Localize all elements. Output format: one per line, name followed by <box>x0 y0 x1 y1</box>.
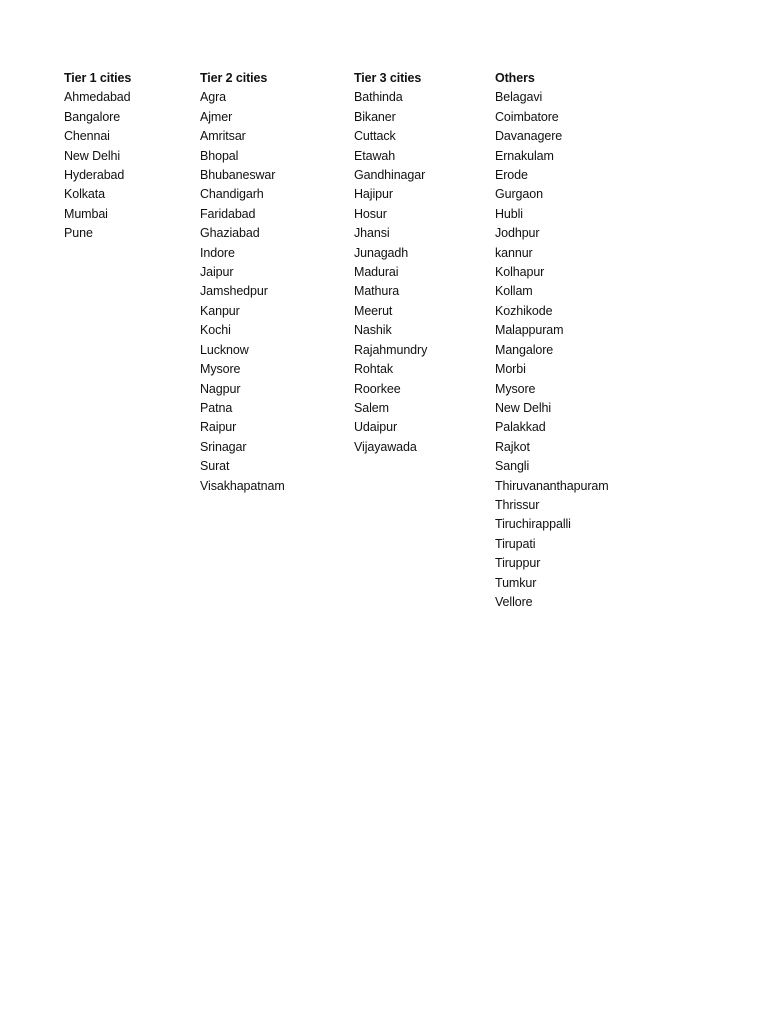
city-list-item: Ahmedabad <box>64 90 131 105</box>
city-list-item: kannur <box>495 245 533 260</box>
column-header: Tier 1 cities <box>64 71 132 85</box>
city-list-item: Surat <box>200 459 230 474</box>
column-header: Tier 3 cities <box>354 71 422 85</box>
city-list-item: Tiruchirappalli <box>495 517 571 532</box>
city-list-item: Bangalore <box>64 109 121 124</box>
city-list-item: Nashik <box>354 323 392 338</box>
city-list-item: Meerut <box>354 303 393 318</box>
city-list-item: Srinagar <box>200 439 247 454</box>
city-list-item: Sangli <box>495 459 530 474</box>
city-list-item: Lucknow <box>200 342 249 357</box>
city-list-item: Salem <box>354 400 389 415</box>
city-list <box>200 88 285 496</box>
city-list-item: Faridabad <box>200 206 256 221</box>
city-list-item: Rohtak <box>354 362 394 377</box>
city-list-item: Vellore <box>495 594 533 609</box>
city-list-item: Ernakulam <box>495 148 554 163</box>
city-list-item: Agra <box>200 90 227 105</box>
city-list-item: Bathinda <box>354 90 403 105</box>
city-list-item: Visakhapatnam <box>200 478 285 493</box>
city-list-item: Hosur <box>354 206 387 221</box>
column-header: Tier 2 cities <box>200 71 268 85</box>
city-list-item: Tumkur <box>495 575 537 590</box>
city-list-item: Ghaziabad <box>200 226 260 241</box>
city-list-item: Vijayawada <box>354 439 417 454</box>
city-list <box>64 88 131 243</box>
city-list-item: Roorkee <box>354 381 401 396</box>
column-others <box>495 69 609 612</box>
city-list-item: Mysore <box>200 362 241 377</box>
city-list-item: Thiruvananthapuram <box>495 478 609 493</box>
city-list-item: Etawah <box>354 148 396 163</box>
city-list-item: Indore <box>200 245 235 260</box>
city-list-item: Bhopal <box>200 148 239 163</box>
city-list-item: Tirupati <box>495 536 536 551</box>
city-list-item: Hajipur <box>354 187 393 202</box>
column-tier-2 <box>200 69 285 496</box>
city-list-item: Pune <box>64 226 93 241</box>
city-list-item: Raipur <box>200 420 237 435</box>
city-list-item: Davanagere <box>495 129 563 144</box>
city-list-item: Amritsar <box>200 129 246 144</box>
city-list-item: Nagpur <box>200 381 241 396</box>
city-list-item: Belagavi <box>495 90 543 105</box>
city-list-item: Mumbai <box>64 206 108 221</box>
city-list-item: Mathura <box>354 284 400 299</box>
city-list-item: Tiruppur <box>495 556 541 571</box>
city-list-item: Erode <box>495 168 528 183</box>
city-list-item: Bhubaneswar <box>200 168 276 183</box>
city-list-item: Mysore <box>495 381 536 396</box>
column-tier-1 <box>64 69 131 244</box>
city-list-item: Morbi <box>495 362 526 377</box>
column-tier-3 <box>354 69 427 457</box>
city-list-item: Junagadh <box>354 245 409 260</box>
city-list-item: Patna <box>200 400 233 415</box>
city-list-item: Hubli <box>495 206 523 221</box>
city-list-item: Kozhikode <box>495 303 553 318</box>
city-list-item: Rajkot <box>495 439 530 454</box>
city-list-item: Udaipur <box>354 420 398 435</box>
city-list-item: Rajahmundry <box>354 342 428 357</box>
city-list-item: Ajmer <box>200 109 233 124</box>
city-list-item: New Delhi <box>495 400 552 415</box>
city-list-item: Gandhinagar <box>354 168 426 183</box>
city-list-item: Kanpur <box>200 303 240 318</box>
city-list-item: Thrissur <box>495 497 540 512</box>
city-list-item: Kochi <box>200 323 231 338</box>
city-list-item: Bikaner <box>354 109 396 124</box>
city-list-item: Mangalore <box>495 342 554 357</box>
city-list <box>495 88 609 612</box>
city-list-item: Kollam <box>495 284 533 299</box>
city-list-item: Jaipur <box>200 265 234 280</box>
city-list-item: Palakkad <box>495 420 546 435</box>
city-list-item: Kolhapur <box>495 265 545 280</box>
city-list-item: Chandigarh <box>200 187 264 202</box>
city-list-item: New Delhi <box>64 148 121 163</box>
city-list-item: Malappuram <box>495 323 564 338</box>
city-list-item: Gurgaon <box>495 187 543 202</box>
city-list-item: Cuttack <box>354 129 396 144</box>
city-list-item: Kolkata <box>64 187 105 202</box>
city-list-item: Coimbatore <box>495 109 559 124</box>
city-list-item: Jamshedpur <box>200 284 268 299</box>
city-list-item: Hyderabad <box>64 168 125 183</box>
city-list-item: Chennai <box>64 129 110 144</box>
column-header: Others <box>495 71 535 85</box>
city-list-item: Madurai <box>354 265 399 280</box>
city-list <box>354 88 427 457</box>
city-list-item: Jodhpur <box>495 226 540 241</box>
city-list-item: Jhansi <box>354 226 390 241</box>
